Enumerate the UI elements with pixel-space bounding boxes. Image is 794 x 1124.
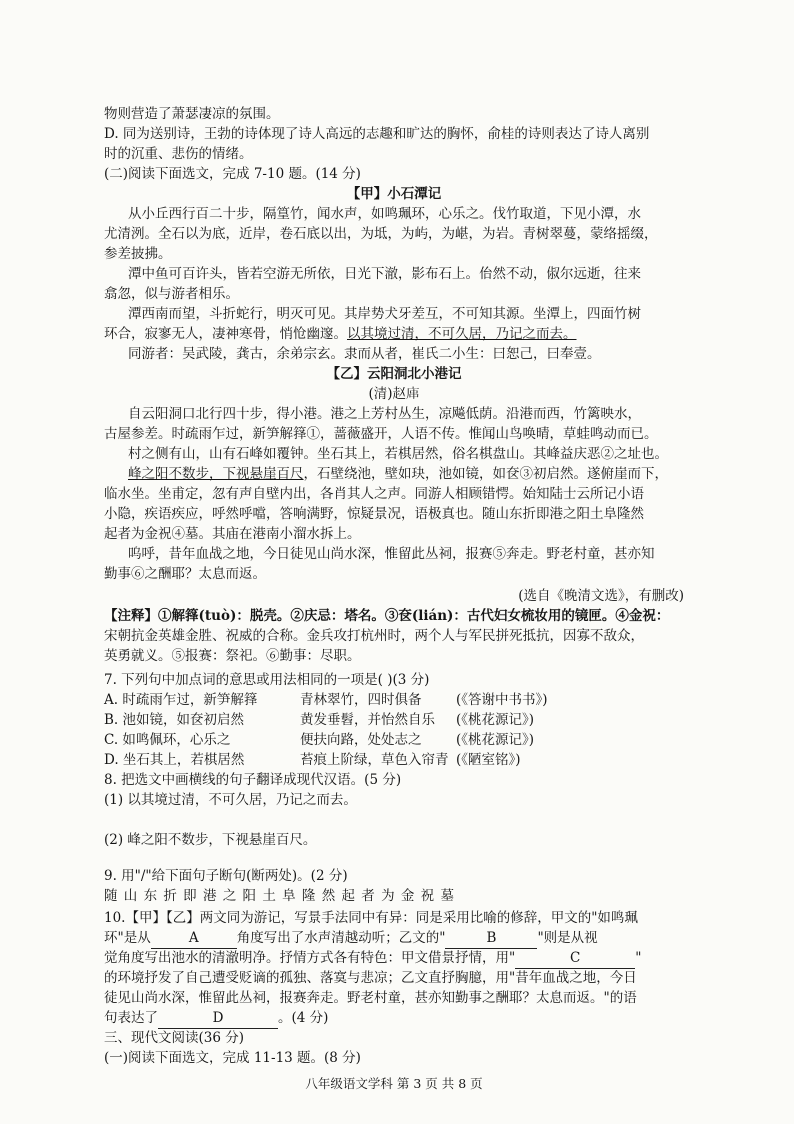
- option-compare: 苔痕上阶绿，草色入帘青: [300, 752, 449, 768]
- option-text: B. 池如镜，如奁初启然: [104, 712, 245, 728]
- section-3-title: 三、现代文阅读(36 分): [104, 1030, 245, 1046]
- underlined-sentence: 峰之阳不数步，下视悬崖百尺: [128, 466, 304, 482]
- section-3-sub: (一)阅读下面选文，完成 11-13 题。(8 分): [104, 1050, 361, 1066]
- option-source: (《桃花源记》): [456, 732, 535, 748]
- text-line: 时的沉重、悲伤的情绪。: [104, 146, 253, 162]
- passage-line: 临水坐。坐甫定，忽有声自壁内出，各肖其人之声。同游人相顾错愕。始知陆士云所记小语: [104, 486, 644, 502]
- passage-line: 古屋参差。时疏雨乍过，新笋解箨①，蔷薇盛开，人语不传。惟闻山鸟唤晴，草蛙鸣动而已。: [104, 426, 658, 442]
- plain-text: 觉角度写出池水的清澈明净。抒情方式各有特色：甲文借景抒情，用": [104, 950, 516, 966]
- option-source: (《答谢中书书》): [456, 692, 548, 708]
- blank-a: A: [151, 928, 237, 949]
- notes-line: 【注释】①解箨(tuò)：脱壳。②庆忌：塔名。③奁(lián)：古代妇女梳妆用的镜匣。④金祝：: [104, 608, 670, 624]
- question-9-stem: 9. 用"/"给下面句子断句(断两处)。(2 分): [104, 868, 348, 884]
- question-10-line: 10.【甲】【乙】两文同为游记，写景手法同中有异：同是采用比喻的修辞，甲文的"如鸣珮: [104, 910, 638, 926]
- passage-line: 勤事⑥之酬耶？太息而返。: [104, 566, 266, 582]
- passage-line: 小隐，疾语疾应，呼然呼噹，答响满野，惊疑景况，语极真也。随山东折即港之阳土阜隆然: [104, 506, 644, 522]
- passage-line: 参差披拂。: [104, 246, 172, 262]
- passage-line: 自云阳洞口北行四十步，得小港。港之上芳村丛生，凉飚低荫。沿港而西，竹篱映水，: [128, 406, 641, 422]
- question-10-line: [104, 928, 684, 949]
- question-10-line: [104, 948, 684, 969]
- plain-text: 句表达了: [104, 1010, 158, 1026]
- underlined-sentence: 以其境过清，不可久居，乃记之而去。: [347, 326, 577, 342]
- passage-line: 起者为金祝④墓。其庙在港南小溜水拆上。: [104, 526, 361, 542]
- text-line: 物则营造了萧瑟凄凉的氛围。: [104, 106, 280, 122]
- passage-line: 潭中鱼可百许头，皆若空游无所依，日光下澈，影布石上。佁然不动，俶尔远逝，往来: [128, 266, 641, 282]
- question-7-stem: 7. 下列句中加点词的意思或用法相同的一项是( )(3 分): [104, 672, 430, 688]
- option-text: A. 时疏雨乍过，新笋解箨: [104, 692, 258, 708]
- section-heading: (二)阅读下面选文，完成 7-10 题。(14 分): [104, 166, 361, 182]
- passage-line: 从小丘西行百二十步，隔篁竹，闻水声，如鸣珮环，心乐之。伐竹取道，下见小潭，水: [128, 206, 641, 222]
- option-source: (《桃花源记》): [456, 712, 535, 728]
- question-8-sentence-2: (2) 峰之阳不数步，下视悬崖百尺。: [104, 832, 317, 848]
- option-text: D. 坐石其上，若棋居然: [104, 752, 245, 768]
- passage-line: 潭西南而望，斗折蛇行，明灭可见。其岸势犬牙差互，不可知其源。坐潭上，四面竹树: [128, 306, 641, 322]
- plain-text: ": [635, 950, 642, 966]
- question-8-stem: 8. 把选文中画横线的句子翻译成现代汉语。(5 分): [104, 772, 402, 788]
- passage-yi-title: 【乙】云阳洞北小港记: [326, 366, 462, 382]
- option-compare: 青林翠竹，四时俱备: [300, 692, 422, 708]
- question-10-line: [104, 1008, 684, 1029]
- passage-line: [128, 464, 684, 484]
- plain-text: 环"是从: [104, 930, 151, 946]
- plain-text: "则是从视: [537, 930, 598, 946]
- option-d-line: D. 同为送别诗，王勃的诗体现了诗人高远的志趣和旷达的胸怀，俞桂的诗则表达了诗人离别: [104, 126, 650, 142]
- passage-yi-author: (清)赵𢈢: [368, 386, 420, 402]
- question-10-line: 徒见山尚水深，惟留此丛祠，报赛奔走。野老村童，甚亦知勤事之酬耶？太息而返。"的语: [104, 990, 637, 1006]
- option-compare: 便扶向路，处处志之: [300, 732, 422, 748]
- passage-line: [104, 324, 684, 344]
- plain-text: 环合，寂寥无人，凄神寒骨，悄怆幽邃。: [104, 326, 347, 342]
- passage-line: 尤清洌。全石以为底，近岸，卷石底以出，为坻，为屿，为嵁，为岩。青树翠蔓，蒙络摇缀，: [104, 226, 658, 242]
- passage-jia-title: 【甲】小石潭记: [346, 186, 442, 202]
- question-10-line: 的环境抒发了自己遭受贬谪的孤独、落寞与悲凉；乙文直抒胸臆，用"昔年血战之地，今日: [104, 970, 637, 986]
- plain-text: 。(4 分): [278, 1010, 329, 1026]
- source-note: (选自《晚清文选》，有删改): [518, 588, 684, 604]
- question-8-sentence-1: (1) 以其境过清，不可久居，乃记之而去。: [104, 792, 357, 808]
- passage-line: 同游者：吴武陵，龚古，余弟宗玄。隶而从者，崔氏二小生：曰恕己，曰奉壹。: [128, 346, 601, 362]
- blank-b: B: [445, 928, 537, 949]
- notes-line: 宋朝抗金英雄金胜、祝威的合称。金兵攻打杭州时，两个人与军民拼死抵抗，因寡不敌众，: [104, 628, 644, 644]
- blank-d: D: [158, 1008, 278, 1029]
- page-footer: 八年级语文学科 第 3 页 共 8 页: [305, 1076, 483, 1091]
- question-9-text: 随 山 东 折 即 港 之 阳 土 阜 隆 然 起 者 为 金 祝 墓: [104, 888, 455, 904]
- passage-line: 翕忽，似与游者相乐。: [104, 286, 239, 302]
- passage-line: 村之侧有山，山有石峰如覆钟。坐石其上，若棋居然，俗名棋盘山。其峰益庆恶②之址也。: [128, 446, 668, 462]
- option-compare: 黄发垂髫，并怡然自乐: [300, 712, 435, 728]
- plain-text: ，石壁绕池，壁如玦，池如镜，如奁③初启然。遂俯崖而下，: [303, 466, 668, 482]
- blank-c: C: [515, 948, 635, 969]
- passage-line: 呜呼，昔年血战之地，今日徒见山尚水深，惟留此丛祠，报赛⑤奔走。野老村童，甚亦知: [128, 546, 655, 562]
- notes-line: 英勇就义。⑤报赛：祭祀。⑥勤事：尽职。: [104, 648, 361, 664]
- plain-text: 角度写出了水声清越动听；乙文的": [236, 930, 446, 946]
- option-source: (《陋室铭》): [456, 752, 521, 768]
- option-text: C. 如鸣佩环，心乐之: [104, 732, 231, 748]
